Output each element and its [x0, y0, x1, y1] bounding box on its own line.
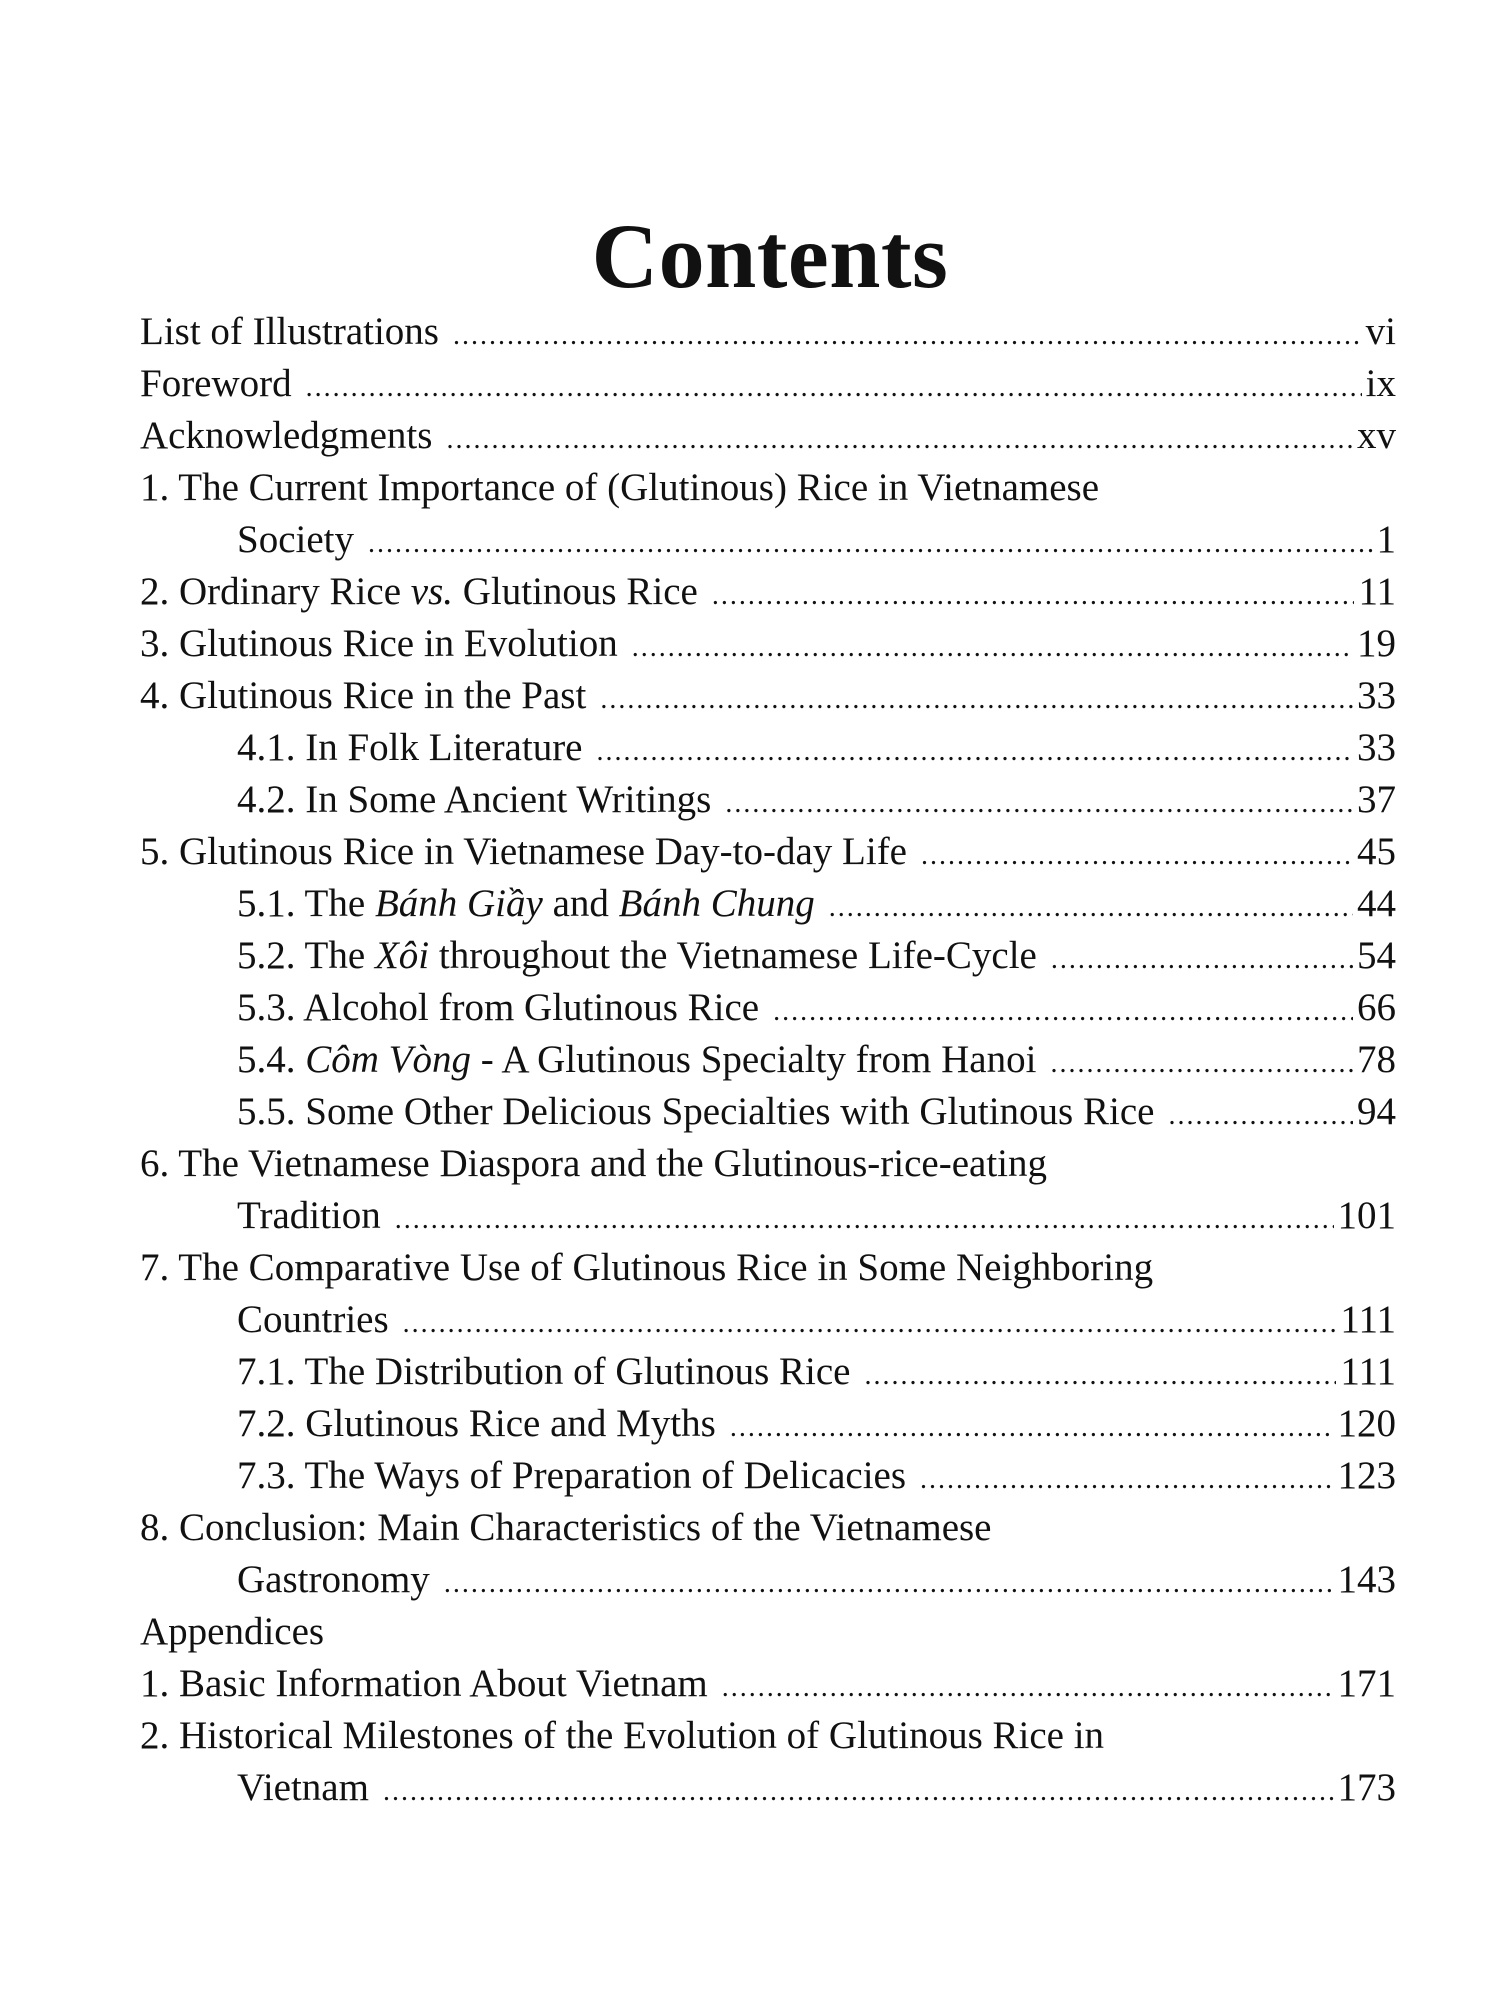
dot-leader: [921, 830, 1353, 882]
toc-entry-label: [237, 930, 1037, 982]
toc-entry-text: Tradition: [237, 1194, 381, 1237]
page-title: Contents: [591, 204, 949, 307]
toc-entry-text: 4. Glutinous Rice in the Past: [140, 674, 587, 717]
toc-entry-text: Foreword: [140, 362, 292, 405]
toc-page-number: xv: [1357, 414, 1396, 457]
toc-entry-text: 5.2. The: [237, 934, 375, 977]
toc-entry-label: [237, 514, 354, 566]
toc-entry-label: [140, 670, 586, 722]
toc-page-number: 45: [1357, 830, 1396, 873]
toc-entry: [140, 1554, 1396, 1606]
toc-page-number: 111: [1340, 1350, 1396, 1393]
toc-entry-text: Appendices: [140, 1610, 325, 1653]
dot-leader: [920, 1454, 1333, 1506]
toc-entry: [140, 1502, 1396, 1554]
dot-leader: [722, 1662, 1334, 1714]
toc-page-number: 78: [1357, 1038, 1396, 1081]
toc-entry-label: [140, 566, 698, 618]
toc-entry-text: 6. The Vietnamese Diaspora and the Glutinous-rice-eating: [140, 1142, 1048, 1185]
toc-entry-italic-text: Bánh Chung: [618, 882, 815, 925]
dot-leader: [1051, 934, 1353, 986]
toc-entry: [140, 1242, 1396, 1294]
toc-page-number: 33: [1357, 726, 1396, 769]
toc-entry: [140, 1450, 1396, 1502]
toc-entry-text: Glutinous Rice: [453, 570, 698, 613]
toc-entry-text: 7. The Comparative Use of Glutinous Rice in Some Neighboring: [140, 1246, 1154, 1289]
toc-entry: [140, 306, 1396, 358]
dot-leader: [1050, 1038, 1353, 1090]
toc-entry-label: [237, 1086, 1154, 1138]
toc-entry-text: 7.2. Glutinous Rice and Myths: [237, 1402, 716, 1445]
toc-entry: [140, 618, 1396, 670]
toc-entry: [140, 1190, 1396, 1242]
toc-entry: [140, 1346, 1396, 1398]
toc-entry-label: [140, 618, 618, 670]
dot-leader: [773, 986, 1353, 1038]
toc-entry-text: 7.3. The Ways of Preparation of Delicacies: [237, 1454, 907, 1497]
toc-entry-label: [237, 1034, 1036, 1086]
toc-entry-label: [140, 1242, 1153, 1294]
toc-entry: [140, 1398, 1396, 1450]
dot-leader: [865, 1350, 1337, 1402]
toc-page-number: 19: [1357, 622, 1396, 665]
toc-page-number: ix: [1365, 362, 1396, 405]
toc-page-number: 37: [1357, 778, 1396, 821]
toc-entry-label: [237, 1450, 906, 1502]
toc-entry: [140, 982, 1396, 1034]
dot-leader: [725, 778, 1353, 830]
toc-entry: [140, 1086, 1396, 1138]
dot-leader: [712, 570, 1355, 622]
toc-entry-italic-text: Bánh Giầy: [374, 882, 543, 925]
toc-page-number: 123: [1337, 1454, 1396, 1497]
toc-entry: [140, 1710, 1396, 1762]
toc-entry-italic-text: Côm Vòng: [305, 1038, 471, 1081]
toc-entry-text: 5.5. Some Other Delicious Specialties with Glutinous Rice: [237, 1090, 1155, 1133]
toc-entry-text: 2. Ordinary Rice: [140, 570, 411, 613]
toc-entry-label: [140, 358, 292, 410]
toc-entry: [140, 514, 1396, 566]
toc-page-number: 11: [1358, 570, 1396, 613]
toc-entry-label: [237, 1190, 381, 1242]
toc-entry-text: 4.2. In Some Ancient Writings: [237, 778, 712, 821]
toc-entry: [140, 878, 1396, 930]
toc-entry-label: [237, 774, 711, 826]
toc-page-number: 66: [1357, 986, 1396, 1029]
dot-leader: [368, 518, 1373, 570]
toc-entry: [140, 722, 1396, 774]
toc-page-number: 33: [1357, 674, 1396, 717]
toc-entry: [140, 930, 1396, 982]
toc-entry-label: [140, 1606, 324, 1658]
toc-entry-label: [237, 722, 583, 774]
toc-entry-text: - A Glutinous Specialty from Hanoi: [471, 1038, 1037, 1081]
toc-entry-text: Gastronomy: [237, 1558, 430, 1601]
toc-page-number: 44: [1357, 882, 1396, 925]
dot-leader: [403, 1298, 1337, 1350]
toc-entry-text: 2. Historical Milestones of the Evolution of Glutinous Rice in: [140, 1714, 1105, 1757]
toc-entry-text: 3. Glutinous Rice in Evolution: [140, 622, 618, 665]
toc-entry: [140, 566, 1396, 618]
dot-leader: [446, 414, 1353, 466]
toc-entry-text: and: [542, 882, 619, 925]
toc-entry-label: [140, 826, 907, 878]
toc-entry-label: [140, 306, 439, 358]
toc-entry: [140, 1034, 1396, 1086]
toc-entry-text: 1. The Current Importance of (Glutinous) Rice in Vietnamese: [140, 466, 1100, 509]
toc-page-number: 94: [1357, 1090, 1396, 1133]
toc-entry-text: Vietnam: [237, 1766, 369, 1809]
toc-entry-label: [237, 1398, 716, 1450]
toc-entry-label: [237, 1346, 851, 1398]
toc-entry-text: 5.1. The: [237, 882, 375, 925]
toc-page-number: vi: [1365, 310, 1396, 353]
toc-page-number: 120: [1337, 1402, 1396, 1445]
toc-entry-label: [140, 410, 432, 462]
toc-entry-text: 5.3. Alcohol from Glutinous Rice: [237, 986, 760, 1029]
toc-entry: [140, 1658, 1396, 1710]
toc-entry-text: throughout the Vietnamese Life-Cycle: [429, 934, 1037, 977]
dot-leader: [829, 882, 1353, 934]
toc-entry: [140, 462, 1396, 514]
dot-leader: [730, 1402, 1334, 1454]
toc-entry: [140, 774, 1396, 826]
dot-leader: [1168, 1090, 1353, 1142]
toc-entry: [140, 670, 1396, 722]
toc-entry-text: Society: [237, 518, 354, 561]
dot-leader: [597, 726, 1354, 778]
toc-entry-text: List of Illustrations: [140, 310, 439, 353]
toc-entry-label: [237, 1294, 389, 1346]
table-of-contents: [140, 306, 1396, 1814]
dot-leader: [395, 1194, 1334, 1246]
dot-leader: [453, 310, 1362, 362]
toc-entry-label: [237, 1554, 430, 1606]
toc-page-number: 173: [1337, 1766, 1396, 1809]
toc-entry-text: 1. Basic Information About Vietnam: [140, 1662, 708, 1705]
toc-entry: [140, 1762, 1396, 1814]
toc-entry: [140, 1294, 1396, 1346]
toc-entry-text: 5.4.: [237, 1038, 306, 1081]
toc-entry-label: [237, 982, 759, 1034]
dot-leader: [632, 622, 1353, 674]
toc-entry: [140, 1138, 1396, 1190]
toc-entry-label: [140, 1502, 992, 1554]
toc-entry-label: [140, 462, 1099, 514]
toc-entry-text: Countries: [237, 1298, 389, 1341]
dot-leader: [306, 362, 1362, 414]
toc-page-number: 143: [1337, 1558, 1396, 1601]
toc-entry: [140, 410, 1396, 462]
toc-page-number: 101: [1337, 1194, 1396, 1237]
toc-entry-text: 5. Glutinous Rice in Vietnamese Day-to-day Life: [140, 830, 907, 873]
toc-entry: [140, 358, 1396, 410]
toc-entry-italic-text: Xôi: [374, 934, 430, 977]
dot-leader: [383, 1766, 1334, 1818]
toc-entry-text: 4.1. In Folk Literature: [237, 726, 583, 769]
toc-page-number: 54: [1357, 934, 1396, 977]
toc-entry-text: 7.1. The Distribution of Glutinous Rice: [237, 1350, 851, 1393]
toc-entry: [140, 1606, 1396, 1658]
toc-entry-label: [237, 878, 815, 930]
dot-leader: [444, 1558, 1334, 1610]
toc-entry: [140, 826, 1396, 878]
toc-entry-text: Acknowledgments: [140, 414, 433, 457]
toc-entry-italic-text: vs.: [410, 570, 454, 613]
toc-entry-text: 8. Conclusion: Main Characteristics of the Vietnamese: [140, 1506, 992, 1549]
toc-page-number: 1: [1376, 518, 1396, 561]
dot-leader: [600, 674, 1353, 726]
toc-entry-label: [140, 1710, 1104, 1762]
toc-entry-label: [140, 1658, 708, 1710]
toc-page-number: 171: [1337, 1662, 1396, 1705]
toc-page-number: 111: [1340, 1298, 1396, 1341]
toc-entry-label: [140, 1138, 1047, 1190]
toc-entry-label: [237, 1762, 369, 1814]
